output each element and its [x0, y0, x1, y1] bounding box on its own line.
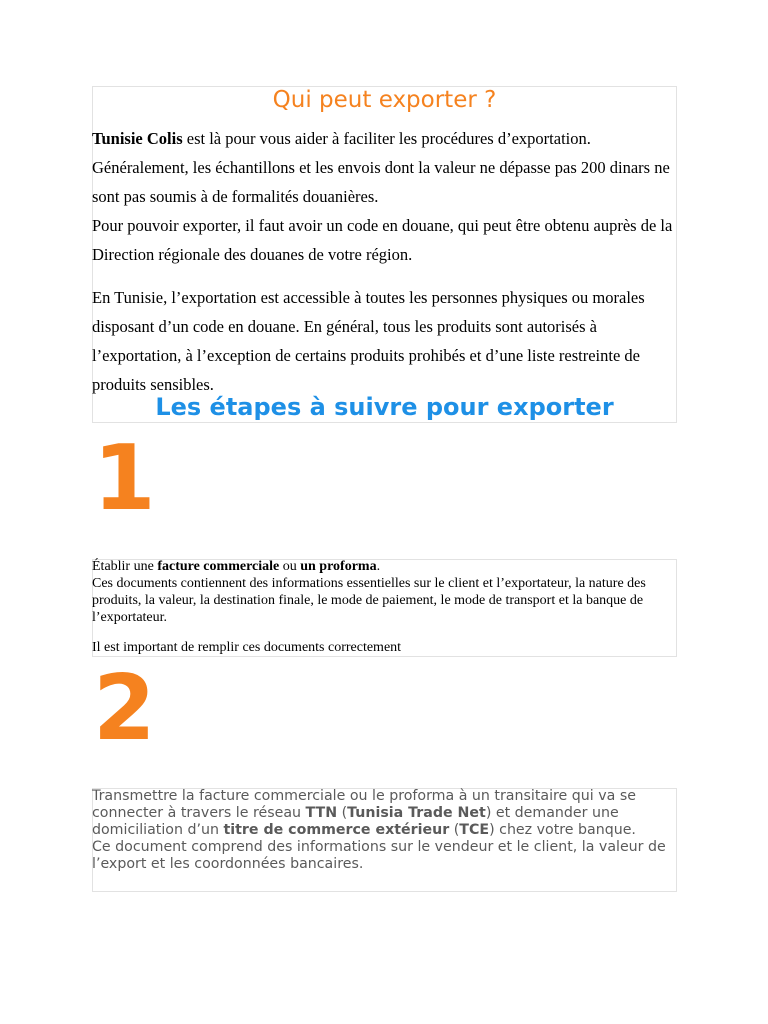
step2-paragraph-1: Transmettre la facture commerciale ou le proforma à un transitaire qui va se connecter à travers le réseau TTN (Tunisia Trade Net) et demander une domiciliation d’un titre de commerce extérieur (TCE) chez votre banque. Ce document comprend des informations sur le vendeur et le client, la valeur de l’export et les coordonnées bancaires.: [92, 788, 666, 872]
step2-paragraph-2: Ce document comprend des informations sur le vendeur et le client, la valeur de l’export et les coordonnées bancaires.: [92, 839, 666, 872]
step1-line-3: Il est important de remplir ces documents correctement: [92, 640, 402, 655]
steps-heading: Les étapes à suivre pour exporter: [155, 393, 614, 421]
step-number-2: 2: [93, 656, 156, 761]
step1-text: [92, 558, 682, 656]
step1-line-2: Ces documents contiennent des informations essentielles sur le client et l’exportateur, la nature des produits, la valeur, la destination finale, le mode de paiement, le mode de transport et la banque de l’exportateur.: [92, 576, 646, 625]
section-title: Qui peut exporter ?: [272, 87, 497, 113]
intro-paragraph-4: En Tunisie, l’exportation est accessible à toutes les personnes physiques ou morales disposant d’un code en douane. En général, tous les produits sont autorisés à l’exportation, à l’exception de certains produits prohibés et d’une liste restreinte de produits sensibles.: [92, 288, 645, 394]
intro-paragraph-2: Généralement, les échantillons et les envois dont la valeur ne dépasse pas 200 dinars ne sont pas soumis à de formalités douanières.: [92, 158, 670, 206]
step1-line-1: Établir une facture commerciale ou un proforma. Ces documents contiennent des informations essentielles sur le client et l’exportateur, la nature des produits, la valeur, la destination finale, le mode de paiement, le mode de transport et la banque de l’exportateur.: [92, 559, 646, 625]
step2-text: [92, 788, 684, 873]
intro-text: [92, 124, 682, 399]
intro-paragraph-1: Tunisie Colis est là pour vous aider à faciliter les procédures d’exportation. Généralement, les échantillons et les envois dont la valeur ne dépasse pas 200 dinars ne sont pas soumis à de formalités douanières. Pour pouvoir exporter, il faut avoir un code en douane, qui peut être obtenu auprès de la Direction régionale des douanes de votre région.: [92, 129, 673, 264]
intro-paragraph-3: Pour pouvoir exporter, il faut avoir un code en douane, qui peut être obtenu auprès de la Direction régionale des douanes de votre région.: [92, 216, 673, 264]
step-number-1: 1: [93, 426, 156, 531]
brand-name: Tunisie Colis: [92, 129, 183, 148]
